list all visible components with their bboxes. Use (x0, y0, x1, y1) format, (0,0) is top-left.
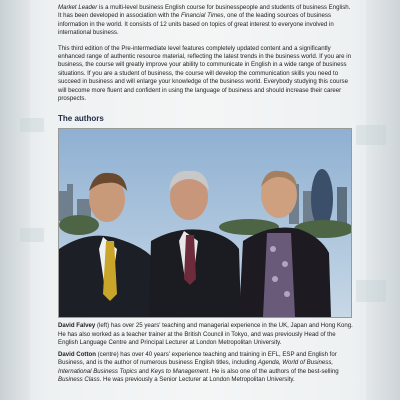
cotton-bio-text: . He is also one of the authors of the best-selling (208, 367, 339, 375)
authors-photo-image (59, 129, 351, 317)
authors-photo (58, 128, 352, 318)
show-through-shade (356, 125, 386, 145)
book-title: Market Leader (58, 4, 98, 11)
cotton-bio (58, 351, 354, 385)
show-through-shade (20, 118, 44, 132)
falvey-name: David Falvey (58, 322, 96, 330)
intro-paragraph (58, 4, 354, 38)
cotton-name: David Cotton (58, 350, 96, 358)
cotton-title: Business Class (58, 375, 100, 383)
intro-text: is a multi-level business English course for businesspeople and students of business English. It has been developed in association with the (58, 4, 351, 20)
show-through-shade (20, 228, 44, 242)
falvey-bio-text: (left) has over 25 years' teaching and managerial experience in the UK, Japan and Hong Kong. He has also worked as a teacher trainer at the British Council in Tokyo, and was previously Head of the English Language Centre and Principal Lecturer at London Metropolitan University. (58, 322, 353, 347)
page-left-edge (0, 0, 30, 400)
cotton-bio-text: . He was previously a Senior Lecturer at London Metropolitan University. (99, 375, 295, 383)
cotton-bio-text: (centre) has over 40 years' experience teaching and training in EFL, ESP and English for Business, and is the author of numerous business English titles, including (58, 350, 337, 367)
show-through-shade (356, 280, 386, 302)
cotton-titles: Agenda, World of Business, International Business Topics (58, 359, 334, 375)
page-content (58, 0, 354, 384)
gherkin-tower (311, 169, 333, 229)
edition-paragraph: This third edition of the Pre-intermediate level features completely updated content and a significantly enhanced range of authentic resource material, reflecting the latest trends in the business world. If you are in business, the course will greatly improve your ability to communicate in English in a wide range of business situations. If you are a student of business, the course will develop the communication skills you need to succeed in business and will enlarge your knowledge of the business world. Everybody studying this course will become more fluent and confident in using the language of business and should increase their career prospects. (58, 44, 352, 103)
page-right-edge (366, 0, 400, 400)
falvey-bio (58, 322, 354, 347)
intro-text: , one of the leading sources of business information in the world. It consists of 12 units based on topics of great interest to everyone involved in international business. (58, 12, 334, 37)
authors-heading: The authors (58, 114, 104, 124)
cotton-title: Keys to Management (150, 367, 209, 375)
ft-name: Financial Times (180, 12, 224, 20)
cotton-bio-text: and (137, 367, 151, 375)
